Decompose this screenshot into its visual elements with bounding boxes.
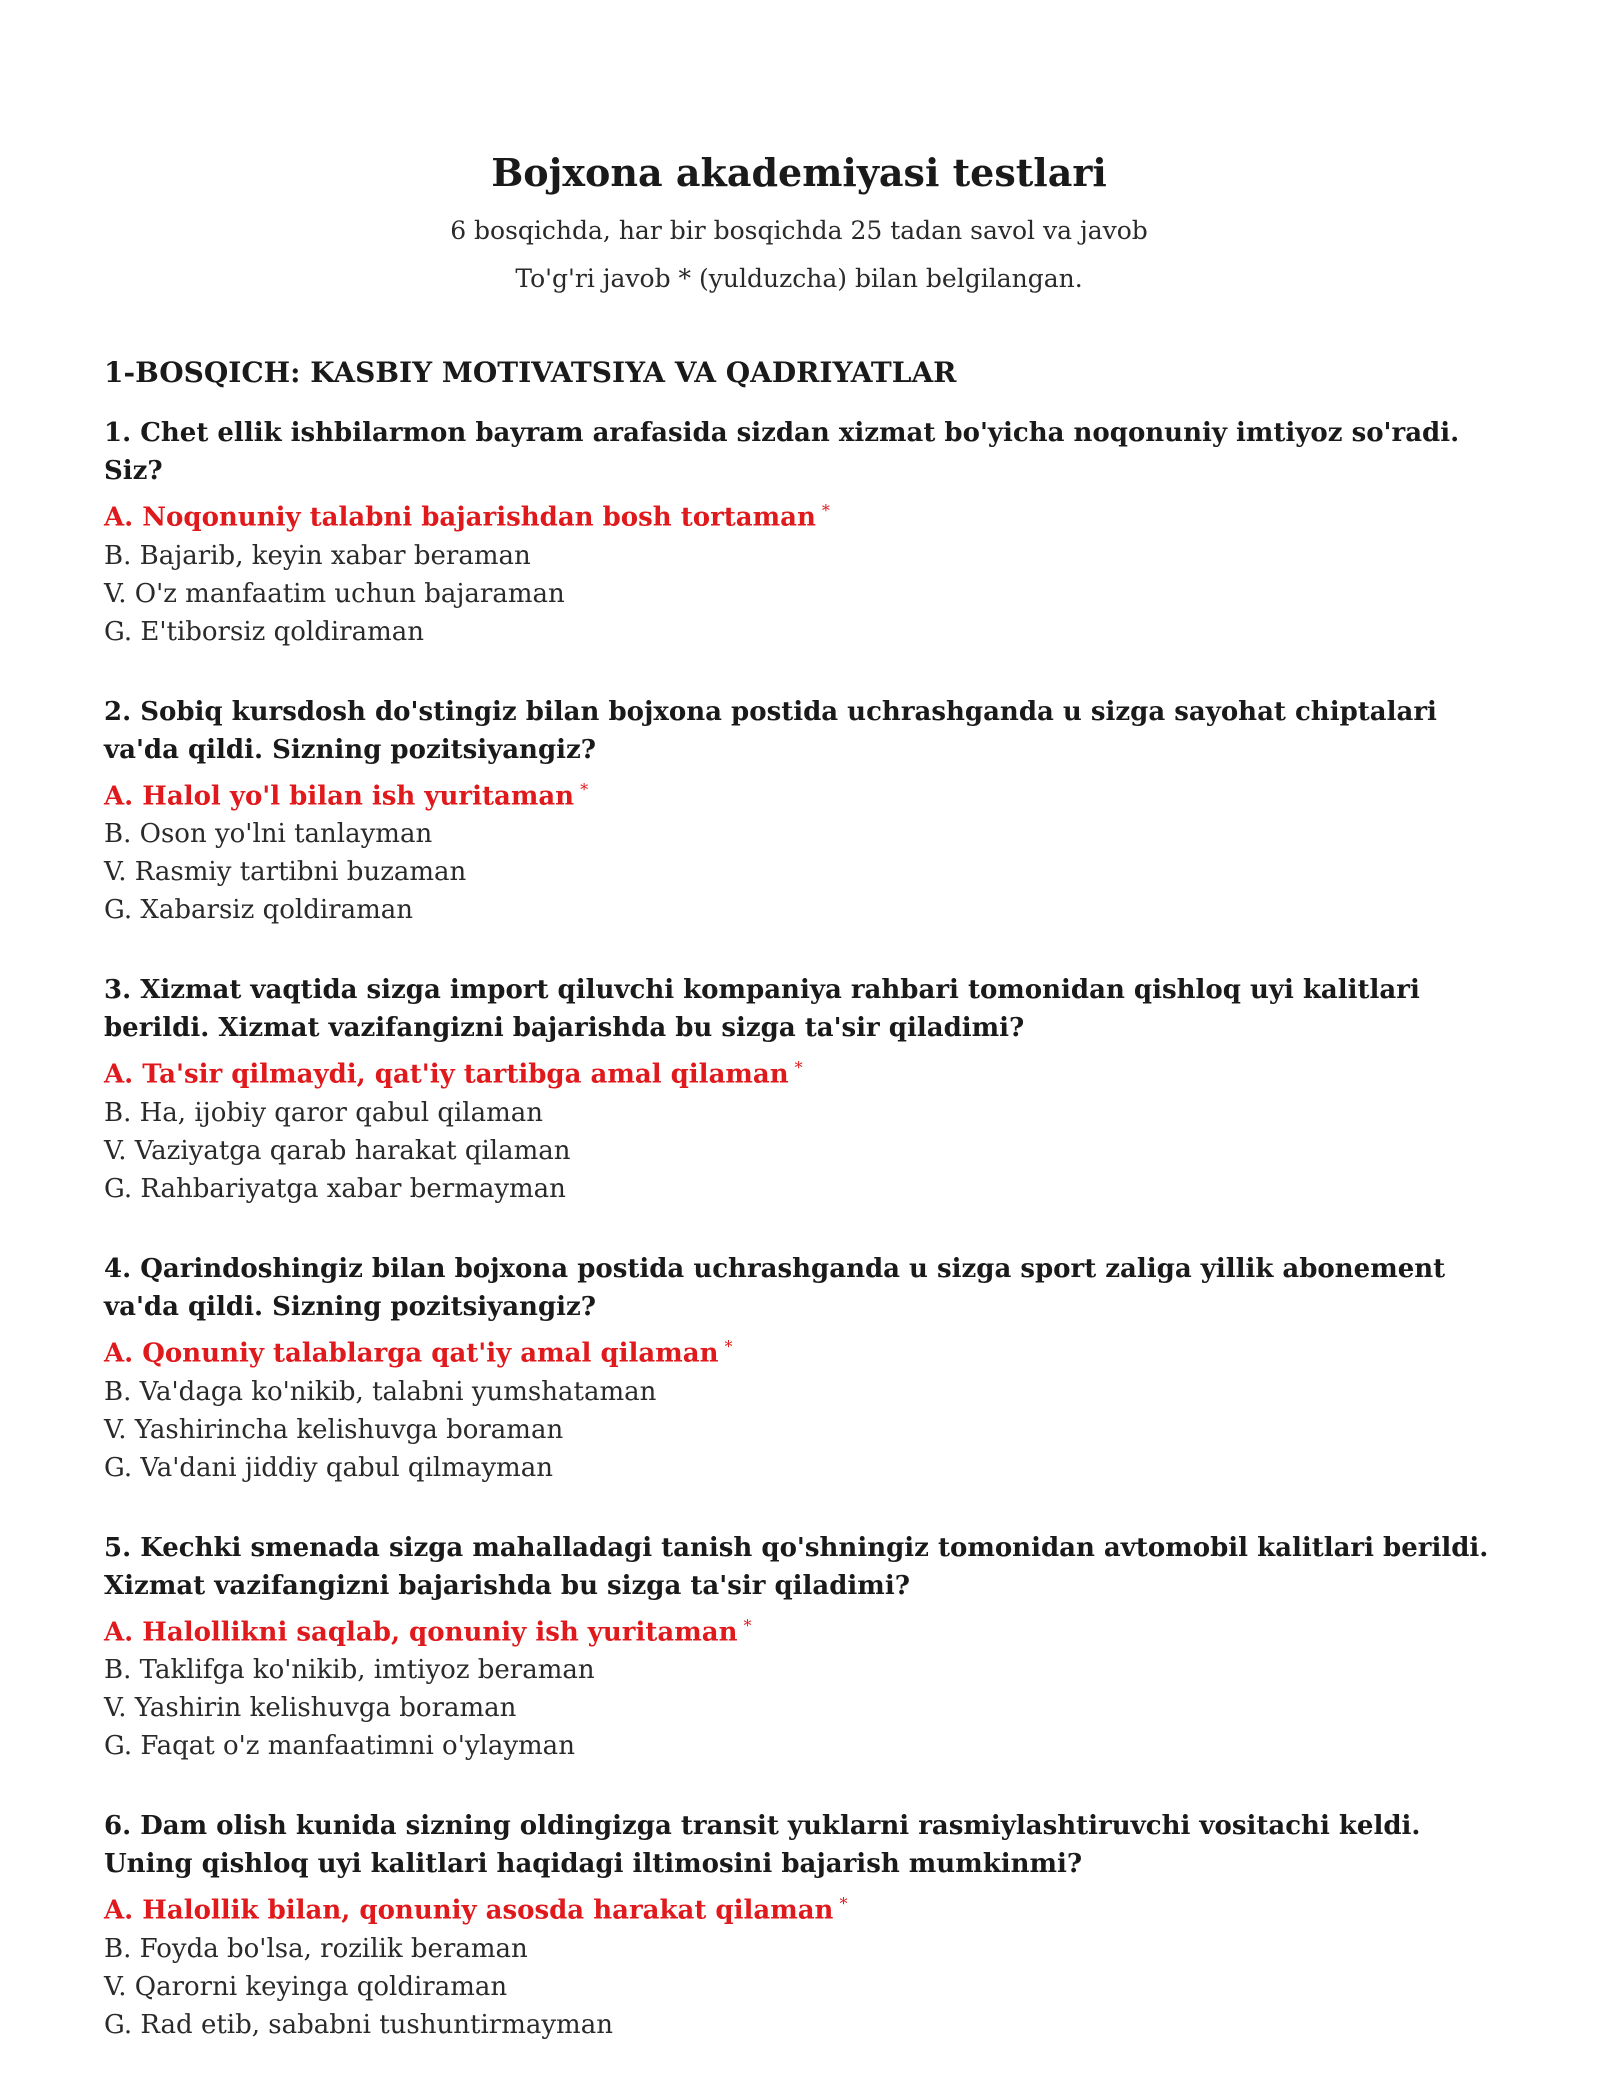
section-title: 1-BOSQICH: KASBIY MOTIVATSIYA VA QADRIYATLAR — [104, 356, 957, 389]
question-item — [104, 971, 1504, 1208]
option: V. Yashirin kelishuvga boraman — [104, 1693, 517, 1724]
correct-option — [104, 1607, 1504, 1652]
question-list — [104, 414, 1504, 2044]
correct-option — [104, 492, 1504, 537]
question-item — [104, 1529, 1504, 1766]
answer-key-note: To'g'ri javob * (yulduzcha) bilan belgilangan. — [515, 264, 1083, 293]
question-item — [104, 414, 1504, 651]
document-page — [104, 150, 1504, 2086]
question-item — [104, 693, 1504, 930]
correct-option — [104, 771, 1504, 816]
question-text: 6. Dam olish kunida sizning oldingizga transit yuklarni rasmiylashtiruvchi vositachi keldi. Uning qishloq uyi kalitlari haqidagi iltimosini bajarish mumkinmi? — [104, 1811, 1421, 1880]
correct-answer-star: * — [821, 501, 830, 520]
option: G. Rahbariyatga xabar bermayman — [104, 1173, 566, 1204]
correct-answer-star: * — [743, 1615, 752, 1635]
option: G. Va'dani jiddiy qabul qilmayman — [104, 1452, 553, 1483]
question-text: 5. Kechki smenada sizga mahalladagi tanish qo'shningiz tomonidan avtomobil kalitlari berildi. Xizmat vazifangizni bajarishda bu sizga ta'sir qiladimi? — [104, 1532, 1489, 1601]
option: V. Rasmiy tartibni buzaman — [104, 857, 467, 888]
option-text: A. Ta'sir qilmaydi, qat'iy tartibga amal qilaman — [104, 1059, 789, 1090]
question-item — [104, 1807, 1504, 2044]
option: G. Faqat o'z manfaatimni o'ylayman — [104, 1731, 575, 1762]
option: V. O'z manfaatim uchun bajaraman — [104, 578, 565, 609]
correct-answer-star: * — [794, 1058, 803, 1078]
correct-answer-star: * — [580, 779, 589, 799]
option: G. Rad etib, sababni tushuntirmayman — [104, 2009, 613, 2040]
question-text: 4. Qarindoshingiz bilan bojxona postida uchrashganda u sizga sport zaliga yillik abonement va'da qildi. Sizning pozitsiyangiz? — [104, 1253, 1446, 1322]
option: B. Va'daga ko'nikib, talabni yumshataman — [104, 1376, 657, 1407]
question-text: 3. Xizmat vaqtida sizga import qiluvchi kompaniya rahbari tomonidan qishloq uyi kalitlari berildi. Xizmat vazifangizni bajarishda bu sizga ta'sir qiladimi? — [104, 975, 1420, 1044]
question-item — [104, 1250, 1504, 1487]
document-header — [104, 150, 1494, 294]
option-text: A. Halollik bilan, qonuniy asosda harakat qilaman — [104, 1895, 834, 1926]
option: B. Taklifga ko'nikib, imtiyoz beraman — [104, 1655, 595, 1686]
option: G. Xabarsiz qoldiraman — [104, 895, 413, 926]
option: V. Vaziyatga qarab harakat qilaman — [104, 1135, 571, 1166]
option-text: A. Noqonuniy talabni bajarishdan bosh tortaman — [104, 502, 816, 533]
option-text: A. Qonuniy talablarga qat'iy amal qilaman — [104, 1338, 719, 1369]
option: B. Bajarib, keyin xabar beraman — [104, 540, 531, 571]
correct-option — [104, 1328, 1504, 1373]
correct-answer-star: * — [724, 1336, 733, 1356]
question-text: 2. Sobiq kursdosh do'stingiz bilan bojxona postida uchrashganda u sizga sayohat chiptalari va'da qildi. Sizning pozitsiyangiz? — [104, 696, 1437, 765]
document-title: Bojxona akademiyasi testlari — [491, 150, 1107, 195]
option: G. E'tiborsiz qoldiraman — [104, 616, 425, 647]
document-subtitle: 6 bosqichda, har bir bosqichda 25 tadan savol va javob — [450, 216, 1148, 245]
question-text: 1. Chet ellik ishbilarmon bayram arafasida sizdan xizmat bo'yicha noqonuniy imtiyoz so'radi. Siz? — [104, 418, 1460, 486]
option: B. Oson yo'lni tanlayman — [104, 819, 433, 850]
option-text: A. Halollikni saqlab, qonuniy ish yuritaman — [104, 1617, 738, 1648]
option: V. Qarorni keyinga qoldiraman — [104, 1971, 508, 2002]
correct-option — [104, 1885, 1504, 1930]
correct-option — [104, 1049, 1504, 1094]
option-text: A. Halol yo'l bilan ish yuritaman — [104, 781, 575, 812]
option: V. Yashirincha kelishuvga boraman — [104, 1414, 564, 1445]
option: B. Ha, ijobiy qaror qabul qilaman — [104, 1097, 543, 1128]
option: B. Foyda bo'lsa, rozilik beraman — [104, 1933, 528, 1964]
correct-answer-star: * — [839, 1894, 848, 1914]
